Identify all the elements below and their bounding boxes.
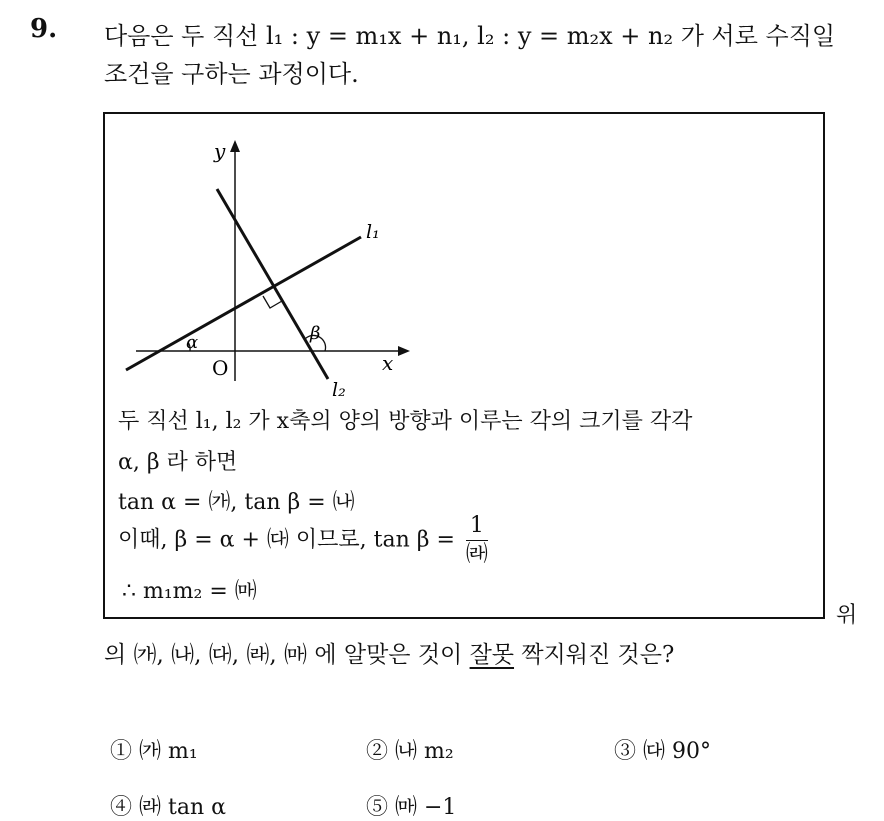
choice-5[interactable]: ⑤ ㈒ −1 [366, 795, 457, 820]
alpha-label: α [186, 332, 199, 353]
question-text-line1: 다음은 두 직선 l₁ : y = m₁x + n₁, l₂ : y = m₂x + n₂ 가 서로 수직일 [104, 22, 836, 50]
box-text-line2: α, β 라 하면 [118, 450, 238, 475]
y-axis-label: y [214, 139, 226, 163]
fraction-denominator: ㈑ [465, 542, 488, 567]
line-l1-label: l₁ [366, 221, 380, 243]
box-text-line4 [118, 512, 488, 569]
x-axis-label: x [382, 351, 394, 375]
choice-4[interactable]: ④ ㈑ tan α [110, 795, 226, 820]
followup-underlined: 잘못 [469, 642, 515, 668]
followup-pre: 의 ㈎, ㈏, ㈐, ㈑, ㈒ 에 알맞은 것이 [104, 642, 470, 668]
choice-2[interactable]: ② ㈏ m₂ [366, 739, 454, 764]
box-text-line5: ∴ m₁m₂ = ㈒ [122, 579, 257, 604]
fraction [466, 512, 488, 569]
box-text-line4-pre: 이때, β = α + ㈐ 이므로, tan β = [118, 527, 455, 553]
question-followup [104, 636, 674, 669]
line-l2-label: l₂ [332, 379, 346, 401]
coordinate-graph [118, 136, 418, 401]
x-axis-arrow [398, 346, 410, 356]
y-axis-arrow [230, 140, 240, 152]
question-text-line2: 조건을 구하는 과정이다. [104, 60, 359, 88]
continuation-word: 위 [836, 603, 858, 628]
fraction-numerator: 1 [466, 512, 488, 541]
followup-post: 짝지워진 것은? [514, 642, 675, 668]
question-number: 9. [30, 14, 58, 44]
choice-3[interactable]: ③ ㈐ 90° [614, 739, 711, 764]
box-text-line1: 두 직선 l₁, l₂ 가 x축의 양의 방향과 이루는 각의 크기를 각각 [118, 409, 693, 434]
origin-label: O [212, 356, 229, 380]
beta-label: β [310, 323, 321, 344]
choice-1[interactable]: ① ㈎ m₁ [110, 739, 198, 764]
box-text-line3: tan α = ㈎, tan β = ㈏ [118, 490, 355, 515]
